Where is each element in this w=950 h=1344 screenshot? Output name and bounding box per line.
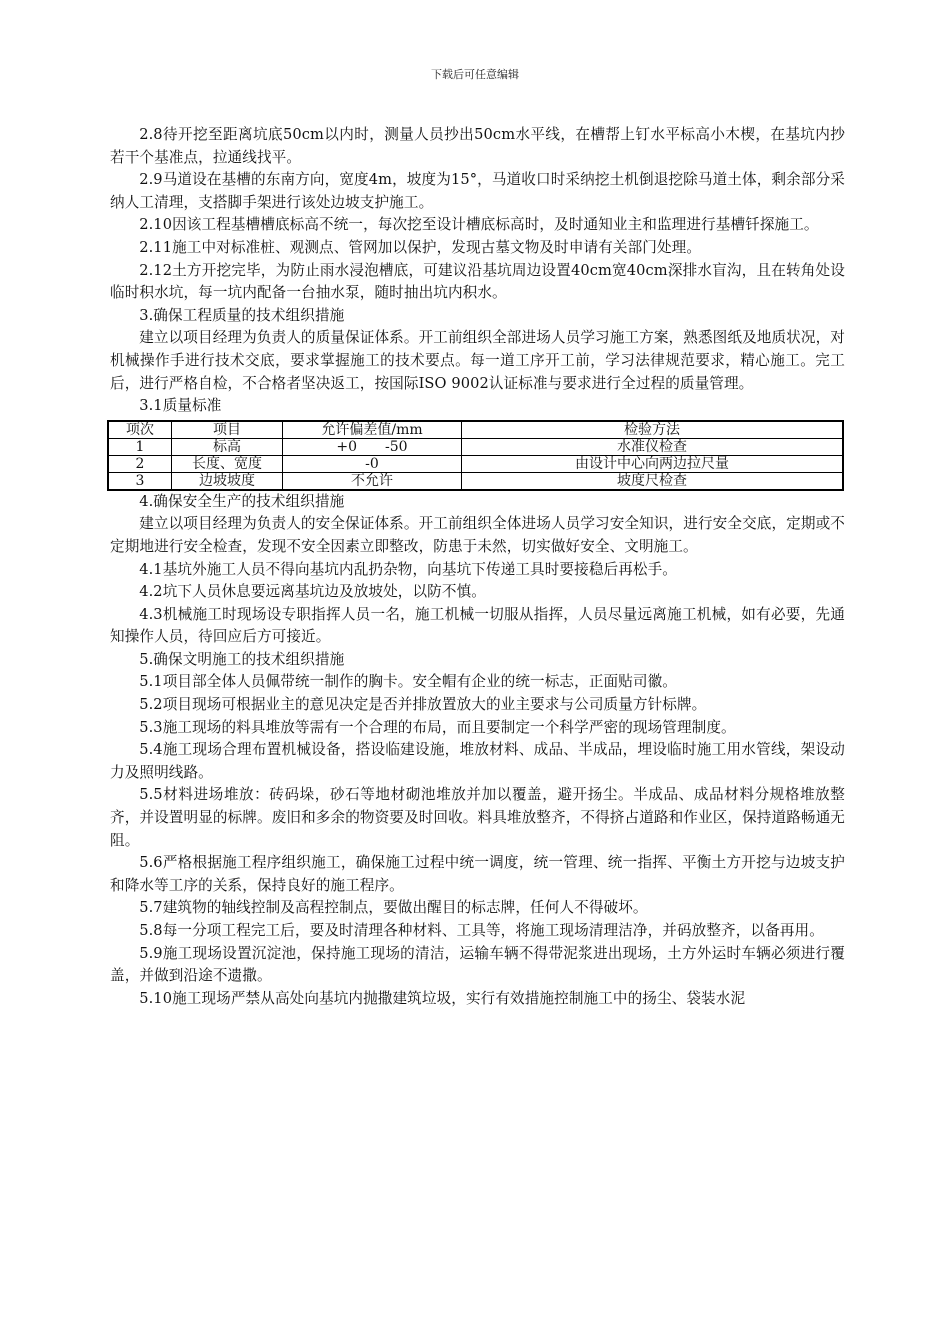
paragraph-safety-system: 建立以项目经理为负责人的安全保证体系。开工前组织全体进场人员学习安全知识，进行安全交底，定期或不定期地进行安全检查，发现不安全因素立即整改，防患于未然，切实做好安全、文明施工。 bbox=[110, 515, 845, 555]
paragraph-5-9: 5.9施工现场设置沉淀池，保持施工现场的清洁，运输车辆不得带泥浆进出现场，土方外运时车辆必须进行覆盖，并做到沿途不遗撒。 bbox=[110, 944, 845, 985]
table-header-row bbox=[108, 421, 843, 439]
paragraph-4-1: 4.1基坑外施工人员不得向基坑内乱扔杂物，向基坑下传递工具时要接稳后再松手。 bbox=[139, 560, 677, 578]
paragraph-2-12: 2.12土方开挖完毕，为防止雨水浸泡槽底，可建议沿基坑周边设置40cm宽40cm深排水盲沟，且在转角处设临时积水坑，每一坑内配备一台抽水泵，随时抽出坑内积水。 bbox=[110, 261, 845, 302]
paragraph-5-2: 5.2项目现场可根据业主的意见决定是否并排放置放大的业主要求与公司质量方针标牌。 bbox=[139, 696, 707, 714]
table-cell: 不允许 bbox=[283, 472, 462, 490]
table-cell: 水准仪检查 bbox=[462, 438, 844, 455]
table-cell: 3 bbox=[108, 472, 172, 490]
table-cell: +0 -50 bbox=[283, 438, 462, 455]
page-header: 下载后可任意编辑 bbox=[431, 68, 519, 81]
document-body bbox=[110, 124, 845, 1010]
table-cell: 长度、宽度 bbox=[172, 455, 283, 472]
paragraph-5-8: 5.8每一分项工程完工后，要及时清理各种材料、工具等，将施工现场清理洁净，并码放整齐，以备再用。 bbox=[139, 922, 824, 939]
table-cell: 2 bbox=[108, 455, 172, 472]
table-header-cell: 检验方法 bbox=[462, 421, 844, 439]
paragraph-4-2: 4.2坑下人员休息要远离基坑边及放坡处，以防不慎。 bbox=[139, 583, 486, 601]
heading-section-5: 5.确保文明施工的技术组织措施 bbox=[139, 650, 345, 668]
table-cell: 标高 bbox=[172, 438, 283, 455]
table-header-cell: 允许偏差值/mm bbox=[283, 421, 462, 439]
paragraph-2-10: 2.10因该工程基槽槽底标高不统一，每次挖至设计槽底标高时，及时通知业主和监理进行基槽钎探施工。 bbox=[139, 216, 819, 234]
paragraph-quality-system: 建立以项目经理为负责人的质量保证体系。开工前组织全部进场人员学习施工方案，熟悉图纸及地质状况，对机械操作手进行技术交底，要求掌握施工的技术要点。每一道工序开工前，学习法律规范要求，精心施工。完工后，进行严格自检，不合格者坚决返工，按国际ISO 9002认证标准与要求进行全过程的质量管理。 bbox=[110, 329, 845, 392]
paragraph-4-3: 4.3机械施工时现场设专职指挥人员一名，施工机械一切服从指挥，人员尽量远离施工机械，如有必要，先通知操作人员，待回应后方可接近。 bbox=[110, 605, 845, 646]
heading-section-4: 4.确保安全生产的技术组织措施 bbox=[139, 492, 345, 510]
paragraph-5-10: 5.10施工现场严禁从高处向基坑内抛撒建筑垃圾，实行有效措施控制施工中的扬尘、袋装水泥 bbox=[139, 989, 746, 1007]
paragraph-2-8: 2.8待开挖至距离坑底50cm以内时，测量人员抄出50cm水平线，在槽帮上钉水平标高小木楔，在基坑内抄若干个基准点，拉通线找平。 bbox=[110, 126, 845, 166]
table-cell: -0 bbox=[283, 455, 462, 472]
table-row bbox=[108, 472, 843, 490]
table-header-cell: 项目 bbox=[172, 421, 283, 439]
table-header-cell: 项次 bbox=[108, 421, 172, 439]
heading-section-3: 3.确保工程质量的技术组织措施 bbox=[139, 306, 345, 324]
table-cell: 由设计中心向两边拉尺量 bbox=[462, 455, 844, 472]
paragraph-2-9: 2.9马道设在基槽的东南方向，宽度4m，坡度为15°，马道收口时采纳挖土机倒退挖除马道土体，剩余部分采纳人工清理，支搭脚手架进行该处边坡支护施工。 bbox=[110, 171, 845, 211]
paragraph-5-5: 5.5材料进场堆放：砖码垛，砂石等地材砌池堆放并加以覆盖，避开扬尘。半成品、成品材料分规格堆放整齐，并设置明显的标牌。废旧和多余的物资要及时回收。料具堆放整齐，不得挤占道路和作业区，保持道路畅通无阻。 bbox=[110, 786, 845, 849]
quality-standard-table bbox=[107, 420, 844, 491]
paragraph-5-1: 5.1项目部全体人员佩带统一制作的胸卡。安全帽有企业的统一标志，正面贴司徽。 bbox=[139, 673, 677, 691]
table-row bbox=[108, 455, 843, 472]
table-row bbox=[108, 438, 843, 455]
paragraph-5-7: 5.7建筑物的轴线控制及高程控制点，要做出醒目的标志牌，任何人不得破坏。 bbox=[139, 899, 648, 917]
table-cell: 1 bbox=[108, 438, 172, 455]
table-cell: 坡度尺检查 bbox=[462, 472, 844, 490]
paragraph-5-3: 5.3施工现场的料具堆放等需有一个合理的布局，而且要制定一个科学严密的现场管理制度。 bbox=[139, 718, 736, 736]
paragraph-2-11: 2.11施工中对标准桩、观测点、管网加以保护，发现古墓文物及时申请有关部门处理。 bbox=[139, 238, 702, 256]
paragraph-5-4: 5.4施工现场合理布置机械设备，搭设临建设施，堆放材料、成品、半成品，埋设临时施工用水管线，架设动力及照明线路。 bbox=[110, 741, 845, 781]
heading-3-1: 3.1质量标准 bbox=[139, 397, 222, 415]
table-cell: 边坡坡度 bbox=[172, 472, 283, 490]
paragraph-5-6: 5.6严格根据施工程序组织施工，确保施工过程中统一调度，统一管理、统一指挥、平衡土方开挖与边坡支护和降水等工序的关系，保持良好的施工程序。 bbox=[110, 854, 845, 894]
